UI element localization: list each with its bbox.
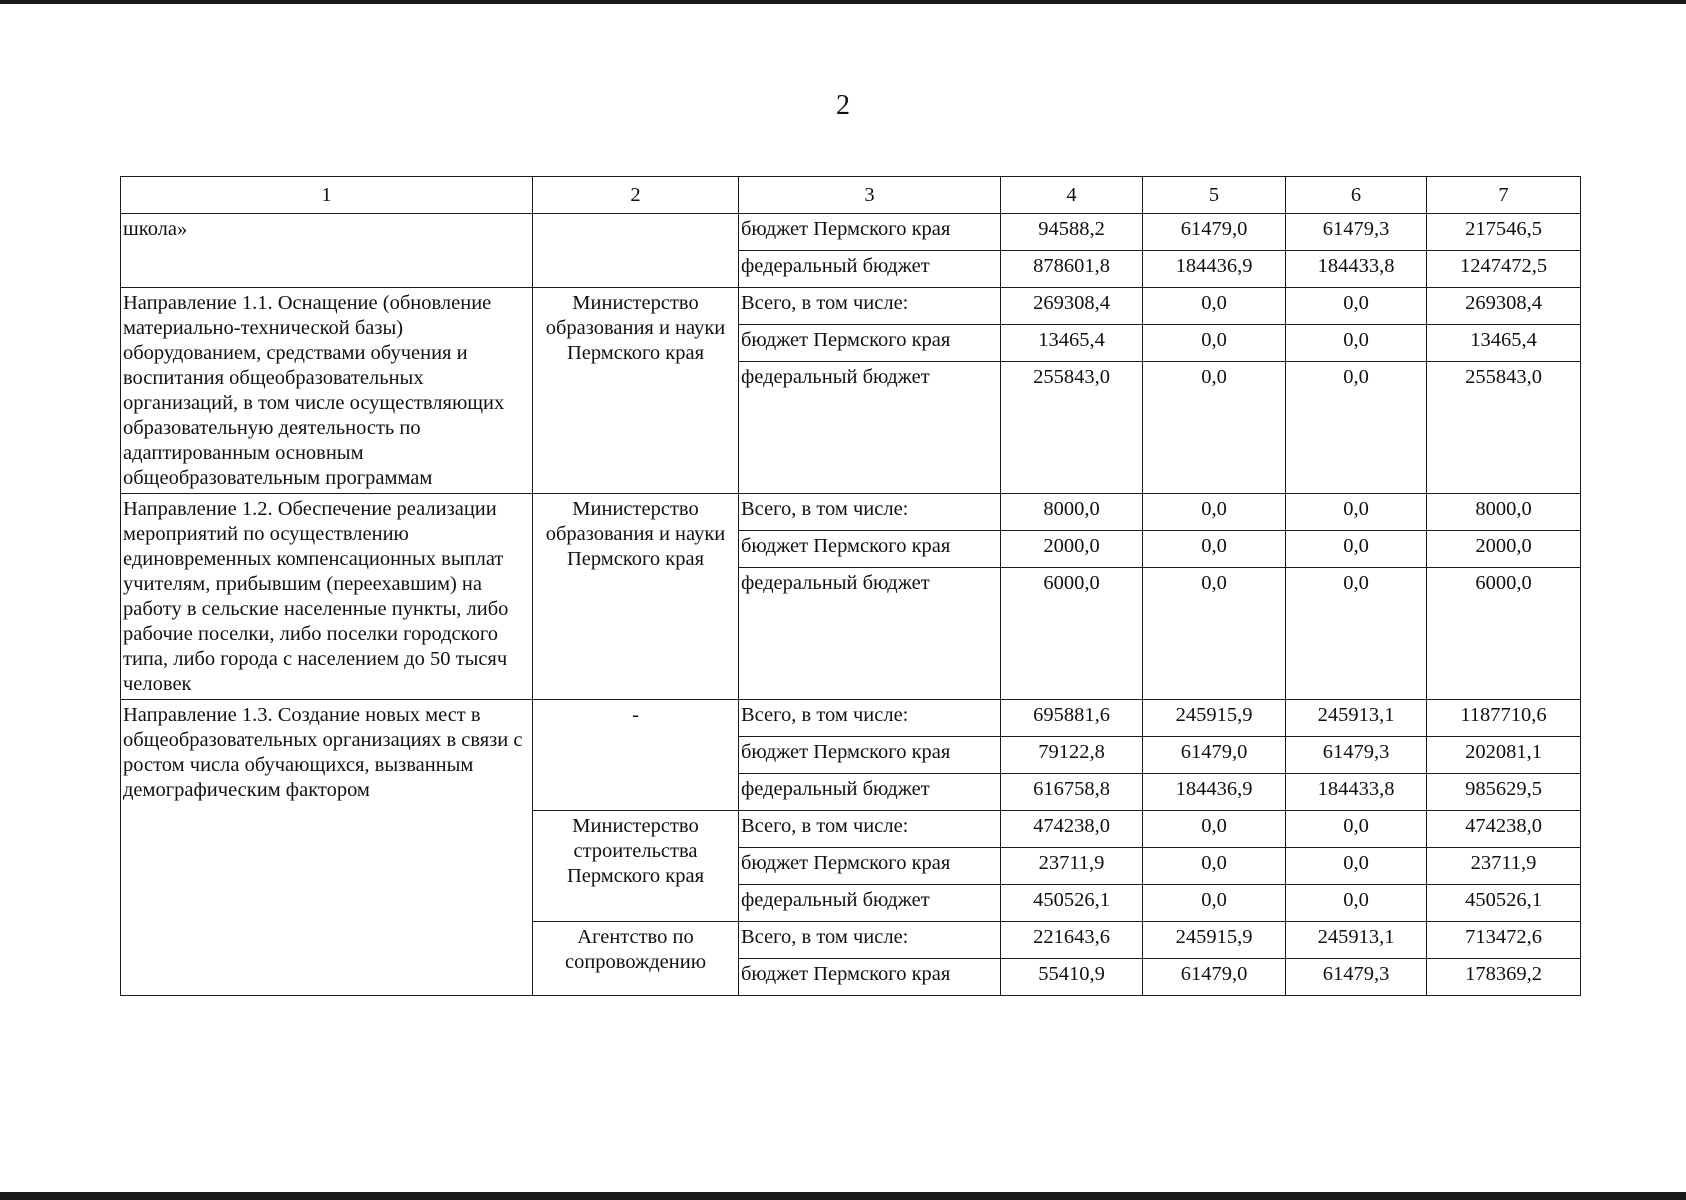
- table-row: [121, 494, 1581, 531]
- value-col-6: 245913,1: [1286, 700, 1427, 737]
- budget-table: [120, 176, 1581, 996]
- value-col-6: 0,0: [1286, 531, 1427, 568]
- value-col-7: 23711,9: [1427, 848, 1581, 885]
- value-col-5: 0,0: [1143, 568, 1286, 700]
- source-cell: бюджет Пермского края: [739, 214, 1001, 251]
- value-col-4: 2000,0: [1001, 531, 1143, 568]
- value-col-6: 245913,1: [1286, 922, 1427, 959]
- source-cell: федеральный бюджет: [739, 568, 1001, 700]
- executor-cell: [533, 214, 739, 288]
- value-col-6: 0,0: [1286, 494, 1427, 531]
- executor-cell: Агентство по сопровождению: [533, 922, 739, 996]
- header-col-1: 1: [121, 177, 533, 214]
- value-col-5: 0,0: [1143, 362, 1286, 494]
- value-col-5: 184436,9: [1143, 251, 1286, 288]
- value-col-5: 0,0: [1143, 811, 1286, 848]
- value-col-7: 1247472,5: [1427, 251, 1581, 288]
- value-col-5: 184436,9: [1143, 774, 1286, 811]
- value-col-7: 13465,4: [1427, 325, 1581, 362]
- scan-bottom-edge: [0, 1192, 1686, 1200]
- table-row: [121, 700, 1581, 737]
- source-cell: Всего, в том числе:: [739, 494, 1001, 531]
- value-col-5: 0,0: [1143, 531, 1286, 568]
- source-cell: бюджет Пермского края: [739, 531, 1001, 568]
- source-cell: бюджет Пермского края: [739, 325, 1001, 362]
- header-col-3: 3: [739, 177, 1001, 214]
- value-col-4: 79122,8: [1001, 737, 1143, 774]
- value-col-6: 61479,3: [1286, 959, 1427, 996]
- value-col-7: 474238,0: [1427, 811, 1581, 848]
- direction-cell: Направление 1.2. Обеспечение реализации мероприятий по осуществлению единовременных компенсационных выплат учителям, прибывшим (переехавшим) на работу в сельские населенные пункты, либо рабочие поселки, либо поселки городского типа, либо города с населением до 50 тысяч человек: [121, 494, 533, 700]
- source-cell: федеральный бюджет: [739, 362, 1001, 494]
- value-col-4: 55410,9: [1001, 959, 1143, 996]
- value-col-4: 616758,8: [1001, 774, 1143, 811]
- page-number: 2: [836, 90, 850, 121]
- source-cell: Всего, в том числе:: [739, 700, 1001, 737]
- value-col-7: 8000,0: [1427, 494, 1581, 531]
- value-col-5: 0,0: [1143, 288, 1286, 325]
- value-col-4: 94588,2: [1001, 214, 1143, 251]
- value-col-5: 61479,0: [1143, 737, 1286, 774]
- source-cell: федеральный бюджет: [739, 774, 1001, 811]
- value-col-7: 202081,1: [1427, 737, 1581, 774]
- source-cell: бюджет Пермского края: [739, 959, 1001, 996]
- value-col-7: 178369,2: [1427, 959, 1581, 996]
- value-col-6: 61479,3: [1286, 737, 1427, 774]
- header-col-4: 4: [1001, 177, 1143, 214]
- executor-cell: Министерство образования и науки Пермского края: [533, 288, 739, 494]
- header-col-5: 5: [1143, 177, 1286, 214]
- table-row: [121, 214, 1581, 251]
- value-col-6: 0,0: [1286, 362, 1427, 494]
- value-col-7: 269308,4: [1427, 288, 1581, 325]
- value-col-7: 450526,1: [1427, 885, 1581, 922]
- value-col-6: 0,0: [1286, 288, 1427, 325]
- value-col-7: 217546,5: [1427, 214, 1581, 251]
- source-cell: Всего, в том числе:: [739, 922, 1001, 959]
- value-col-5: 0,0: [1143, 885, 1286, 922]
- executor-cell: -: [533, 700, 739, 811]
- value-col-4: 269308,4: [1001, 288, 1143, 325]
- table-row: [121, 288, 1581, 325]
- executor-cell: Министерство строительства Пермского края: [533, 811, 739, 922]
- executor-cell: Министерство образования и науки Пермского края: [533, 494, 739, 700]
- value-col-5: 61479,0: [1143, 959, 1286, 996]
- value-col-7: 2000,0: [1427, 531, 1581, 568]
- table-header-row: [121, 177, 1581, 214]
- source-cell: бюджет Пермского края: [739, 737, 1001, 774]
- value-col-4: 23711,9: [1001, 848, 1143, 885]
- value-col-6: 0,0: [1286, 848, 1427, 885]
- value-col-6: 0,0: [1286, 568, 1427, 700]
- value-col-6: 0,0: [1286, 811, 1427, 848]
- value-col-6: 0,0: [1286, 325, 1427, 362]
- source-cell: федеральный бюджет: [739, 251, 1001, 288]
- direction-cell: Направление 1.3. Создание новых мест в общеобразовательных организациях в связи с ростом числа обучающихся, вызванным демографическим фактором: [121, 700, 533, 996]
- value-col-7: 1187710,6: [1427, 700, 1581, 737]
- value-col-7: 713472,6: [1427, 922, 1581, 959]
- value-col-4: 255843,0: [1001, 362, 1143, 494]
- value-col-4: 8000,0: [1001, 494, 1143, 531]
- header-col-6: 6: [1286, 177, 1427, 214]
- value-col-6: 0,0: [1286, 885, 1427, 922]
- value-col-4: 6000,0: [1001, 568, 1143, 700]
- value-col-4: 695881,6: [1001, 700, 1143, 737]
- direction-cell: Направление 1.1. Оснащение (обновление материально-технической базы) оборудованием, средствами обучения и воспитания общеобразовательных организаций, в том числе осуществляющих образовательную деятельность по адаптированным основным общеобразовательным программам: [121, 288, 533, 494]
- value-col-6: 184433,8: [1286, 774, 1427, 811]
- scan-top-edge: [0, 0, 1686, 4]
- value-col-4: 474238,0: [1001, 811, 1143, 848]
- value-col-5: 245915,9: [1143, 922, 1286, 959]
- value-col-4: 221643,6: [1001, 922, 1143, 959]
- direction-cell: школа»: [121, 214, 533, 288]
- header-col-2: 2: [533, 177, 739, 214]
- value-col-4: 878601,8: [1001, 251, 1143, 288]
- value-col-5: 61479,0: [1143, 214, 1286, 251]
- value-col-6: 184433,8: [1286, 251, 1427, 288]
- value-col-6: 61479,3: [1286, 214, 1427, 251]
- value-col-7: 6000,0: [1427, 568, 1581, 700]
- source-cell: бюджет Пермского края: [739, 848, 1001, 885]
- value-col-5: 0,0: [1143, 494, 1286, 531]
- source-cell: федеральный бюджет: [739, 885, 1001, 922]
- value-col-7: 985629,5: [1427, 774, 1581, 811]
- value-col-5: 0,0: [1143, 848, 1286, 885]
- source-cell: Всего, в том числе:: [739, 288, 1001, 325]
- source-cell: Всего, в том числе:: [739, 811, 1001, 848]
- value-col-5: 245915,9: [1143, 700, 1286, 737]
- value-col-7: 255843,0: [1427, 362, 1581, 494]
- value-col-5: 0,0: [1143, 325, 1286, 362]
- header-col-7: 7: [1427, 177, 1581, 214]
- value-col-4: 13465,4: [1001, 325, 1143, 362]
- value-col-4: 450526,1: [1001, 885, 1143, 922]
